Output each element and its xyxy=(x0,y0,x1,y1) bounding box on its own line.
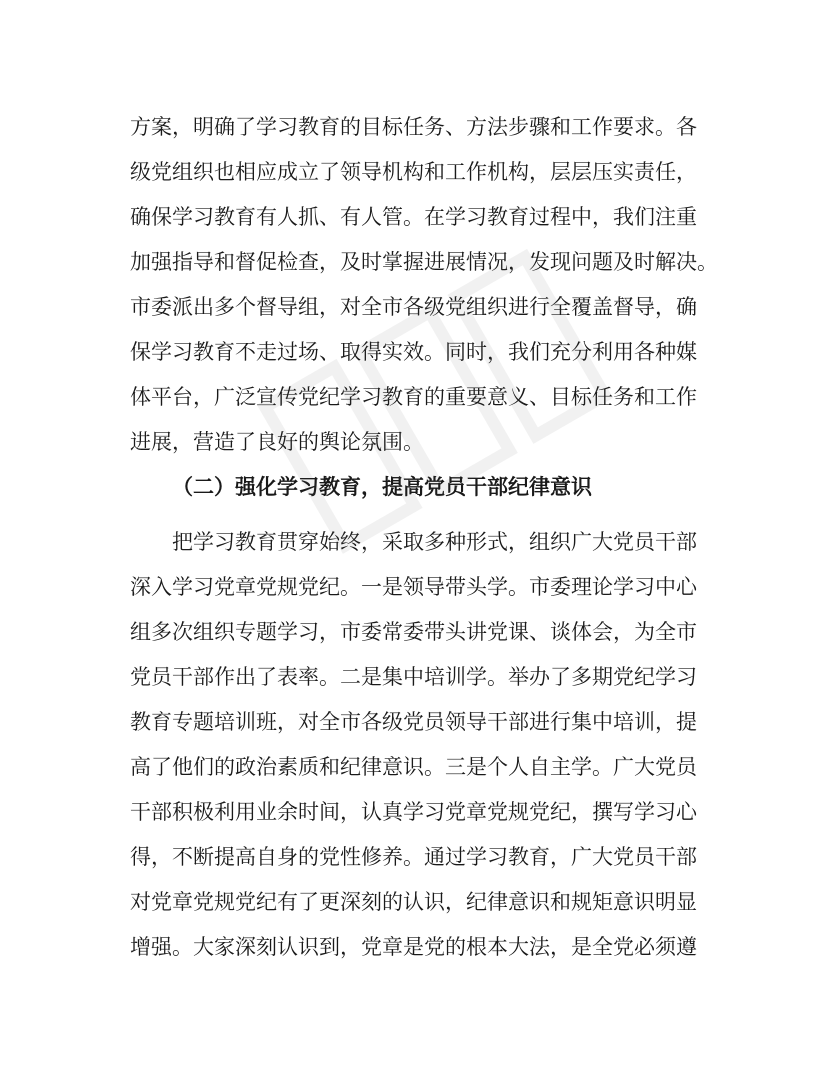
paragraph-2-line-5: 教育专题培训班，对全市各级党员领导干部进行集中培训，提 xyxy=(130,710,697,734)
paragraph-2-line-2: 深入学习党章党规党纪。一是领导带头学。市委理论学习中心 xyxy=(130,575,697,599)
paragraph-1-line-8: 进展，营造了良好的舆论氛围。 xyxy=(130,430,424,454)
paragraph-1-line-1: 方案，明确了学习教育的目标任务、方法步骤和工作要求。各 xyxy=(130,115,697,139)
paragraph-1-line-6: 保学习教育不走过场、取得实效。同时，我们充分利用各种媒 xyxy=(130,340,697,364)
paragraph-1-line-3: 确保学习教育有人抓、有人管。在学习教育过程中，我们注重 xyxy=(130,205,697,229)
paragraph-1-line-4: 加强指导和督促检查，及时掌握进展情况，发现问题及时解决。 xyxy=(130,250,718,274)
paragraph-2-line-8: 得，不断提高自身的党性修养。通过学习教育，广大党员干部 xyxy=(130,845,697,869)
paragraph-2-line-7: 干部积极利用业余时间，认真学习党章党规党纪，撰写学习心 xyxy=(130,800,697,824)
paragraph-2-line-4: 党员干部作出了表率。二是集中培训学。举办了多期党纪学习 xyxy=(130,665,697,689)
paragraph-2-line-3: 组多次组织专题学习，市委常委带头讲党课、谈体会，为全市 xyxy=(130,620,697,644)
paragraph-1-line-7: 体平台，广泛宣传党纪学习教育的重要意义、目标任务和工作 xyxy=(130,385,697,409)
section-heading: （二）强化学习教育，提高党员干部纪律意识 xyxy=(172,475,592,499)
paragraph-2-line-9: 对党章党规党纪有了更深刻的认识，纪律意识和规矩意识明显 xyxy=(130,890,697,914)
paragraph-2-line-10: 增强。大家深刻认识到，党章是党的根本大法，是全党必须遵 xyxy=(130,935,697,959)
paragraph-1-line-5: 市委派出多个督导组，对全市各级党组织进行全覆盖督导，确 xyxy=(130,295,697,319)
paragraph-1-line-2: 级党组织也相应成立了领导机构和工作机构，层层压实责任， xyxy=(130,160,697,184)
paragraph-2-line-1: 把学习教育贯穿始终，采取多种形式，组织广大党员干部 xyxy=(130,530,697,554)
paragraph-2-line-6: 高了他们的政治素质和纪律意识。三是个人自主学。广大党员 xyxy=(130,755,697,779)
